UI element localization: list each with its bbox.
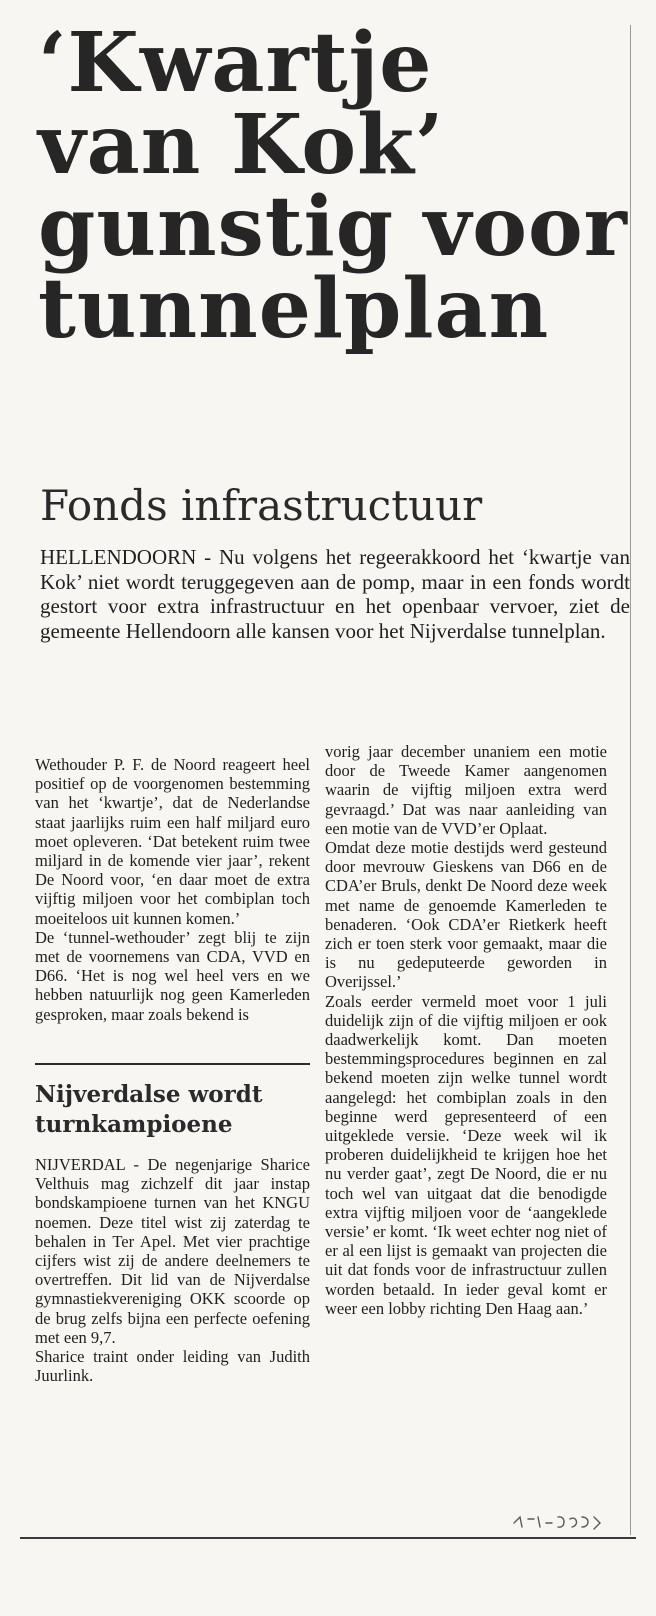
article-column-right — [325, 742, 607, 1318]
paragraph: Sharice traint onder leiding van Judith Juurlink. — [35, 1347, 310, 1386]
paragraph: NIJVERDAL - De negenjarige Sharice Velthuis mag zichzelf dit jaar instap bondskampioene turnen van het KNGU noemen. Deze titel wist zij zaterdag te behalen in Ter Apel. Met vier prachtige cijfers wist zij de andere deelnemers te overtreffen. Dit lid van de Nijverdalse gymnastiekvereniging OKK scoorde op de brug zelfs bijna een perfecte oefening met een 9,7. — [35, 1155, 310, 1347]
paragraph: Omdat deze motie destijds werd gesteund door mevrouw Gieskens van D66 en de CDA’er Bruls, denkt De Noord deze week met name de genoemde Kamerleden te benaderen. ‘Ook CDA’er Rietkerk heeft zich er toen sterk voor gemaakt, maar die is nu gedeputeerde geworden in Overijssel.’ — [325, 838, 607, 992]
paragraph: De ‘tunnel-wethouder’ zegt blij te zijn met de voornemens van CDA, VVD en D66. ‘Het is nog wel heel vers en we hebben natuurlijk nog geen Kamerleden gesproken, maar zoals bekend is — [35, 927, 310, 1024]
handwritten-date-mark — [510, 1505, 605, 1535]
subheadline: Fonds infrastructuur — [40, 481, 483, 530]
lead-paragraph: HELLENDOORN - Nu volgens het regeerakkoord het ‘kwartje van Kok’ niet wordt teruggegeven aan de pomp, maar in een fonds wordt gestort voor extra infrastructuur en het openbaar vervoer, ziet de gemeente Hellendoorn alle kansen voor het Nijverdalse tunnelplan. — [40, 545, 630, 643]
paragraph: vorig jaar december unaniem een motie door de Tweede Kamer aangenomen waarin de vijftig miljoen extra werd gevraagd.’ Dat was naar aanleiding van een motie van de VVD’er Oplaat. — [325, 742, 607, 838]
paragraph: Wethouder P. F. de Noord reageert heel positief op de voorgenomen bestemming van het ‘kwartje’, dat de Nederlandse staat jaarlijks ruim een half miljard euro moet opleveren. ‘Dat betekent ruim twee miljard in de komende vier jaar’, rekent De Noord voor, ‘en daar moet de extra vijftig miljoen voor het combiplan toch moeiteloos uit kunnen komen.’ — [35, 755, 310, 928]
bottom-rule — [20, 1537, 636, 1539]
headline-line: van Kok’ — [38, 97, 445, 193]
headline-line: tunnelplan — [38, 261, 550, 357]
headline-line: gunstig voor — [38, 179, 628, 275]
side-article-title: Nijverdalse wordt turnkampioene — [35, 1081, 263, 1138]
headline-line: ‘Kwartje — [38, 15, 433, 111]
box-top-rule — [35, 1063, 310, 1065]
article-column-left — [35, 755, 310, 1024]
paragraph: Zoals eerder vermeld moet voor 1 juli duidelijk zijn of die vijftig miljoen er ook daadwerkelijk komt. Dan moeten bestemmingsprocedures beginnen en zal bekend moeten zijn welke tunnel wordt aangelegd: het combiplan zoals in den beginne werd gepresenteerd of een uitgeklede versie. ‘Deze week wil ik proberen duidelijkheid te krijgen hoe het nu verder gaat’, zegt De Noord, die er nu toch wel van uitgaat dat die benodigde extra vijftig miljoen voor de ‘aangeklede versie’ er komt. ‘Ik weet echter nog niet of er al een lijst is gemaakt van projecten die uit dat fonds voor de infrastructuur zullen worden betaald. In ieder geval komt er weer een lobby richting Den Haag aan.’ — [325, 991, 607, 1318]
side-article-body — [35, 1155, 310, 1385]
headline — [38, 15, 638, 357]
